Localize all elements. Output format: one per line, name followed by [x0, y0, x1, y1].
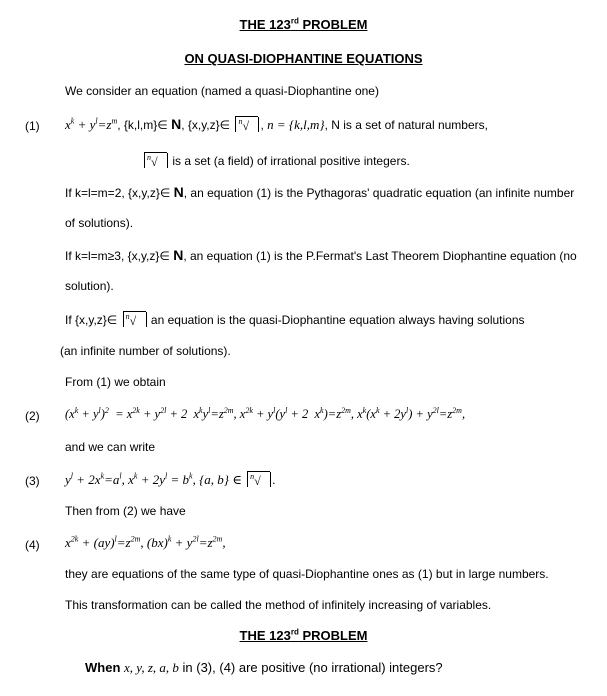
equation-3: $y^l + 2x^k=a^l$, $x^k + 2y^l = b^k$, {a, b} ∈ n √ .: [65, 471, 276, 488]
equation-number-4: (4): [25, 538, 40, 552]
same-type-text: they are equations of the same type of quasi-Diophantine ones as (1) but in large numbers.: [65, 567, 549, 581]
irrational-set-symbol-3: n √: [123, 311, 146, 327]
equation-2: $(x^k + y^l)^2 = x^{2k} + y^{2l} + 2$ $x^ky^l=z^{2m}$, $x^{2k} + y^l(y^l + 2$ $x^k)=z^{2m}$, $x^k(x^k + 2y^l) + y^{2l}=z^{2m}$,: [65, 405, 466, 421]
subtitle: ON QUASI-DIOPHANTINE EQUATIONS: [184, 51, 423, 66]
then-from-2-text: Then from (2) we have: [65, 504, 186, 518]
irrational-set-symbol: n √: [235, 116, 258, 132]
transformation-text: This transformation can be called the method of infinitely increasing of variables.: [65, 598, 492, 612]
question: When x, y, z, a, b in (3), (4) are positive (no irrational) integers?: [85, 660, 443, 675]
equation-number-3: (3): [25, 474, 40, 488]
equation-1: $x^k + y^l=z^m$, {k,l,m}∈ N, {x,y,z}∈ n √ , n = {k,l,m}, N is a set of natural numbers,: [65, 116, 488, 133]
equation-number-1: (1): [25, 119, 40, 133]
irrational-set-symbol-4: n √: [247, 471, 270, 487]
equation-4: $x^{2k} + (ay)^l=z^{2m}$, $(bx)^k + y^{2l}=z^{2m}$,: [65, 534, 226, 550]
quasi-paragraph-line-1: If {x,y,z}∈ n √ an equation is the quasi-Diophantine equation always having solutions: [65, 312, 525, 328]
and-write-text: and we can write: [65, 440, 156, 454]
second-title: THE 123rd PROBLEM: [239, 627, 368, 643]
equation-number-2: (2): [25, 409, 40, 423]
pythagoras-paragraph-line-1: If k=l=m=2, {x,y,z}∈ N, an equation (1) is the Pythagoras' quadratic equation (an infinite number: [65, 184, 575, 200]
pythagoras-paragraph-line-2: of solutions).: [65, 216, 134, 230]
equation-1-description: n √ is a set (a field) of irrational positive integers.: [142, 152, 410, 169]
intro-text: We consider an equation (named a quasi-Diophantine one): [65, 84, 379, 98]
main-title: THE 123rd PROBLEM: [239, 16, 368, 32]
quasi-paragraph-line-2: (an infinite number of solutions).: [60, 344, 231, 358]
fermat-paragraph-line-1: If k=l=m≥3, {x,y,z}∈ N, an equation (1) is the P.Fermat's Last Theorem Diophantine equation (no: [65, 247, 577, 263]
fermat-paragraph-line-2: solution).: [65, 279, 114, 293]
from-1-text: From (1) we obtain: [65, 375, 166, 389]
irrational-set-symbol-2: n √: [144, 152, 167, 168]
